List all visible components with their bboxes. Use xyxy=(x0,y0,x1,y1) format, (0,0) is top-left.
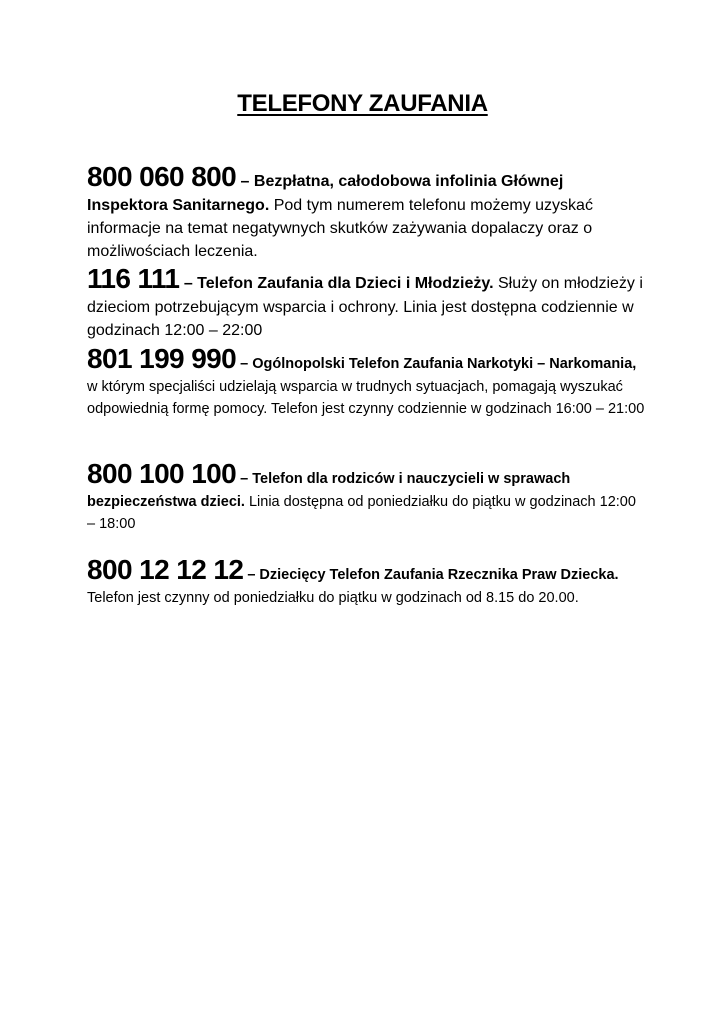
hotline-entry xyxy=(87,342,647,420)
hotline-entry xyxy=(87,457,647,535)
hotline-description: Służy on młodzieży i dzieciom potrzebującym wsparcia i ochrony. Linia jest dostępna codziennie w godzinach 12:00 – 22:00 xyxy=(87,275,643,339)
hotline-entry xyxy=(87,553,647,609)
hotline-heading: – Telefon Zaufania dla Dzieci i Młodzieży. xyxy=(179,275,494,292)
phone-number: 800 12 12 12 xyxy=(87,554,244,585)
hotline-description: Pod tym numerem telefonu możemy uzyskać informacje na temat negatywnych skutków zażywania dopalaczy oraz o możliwościach leczenia. xyxy=(87,197,593,260)
phone-number: 116 111 xyxy=(87,263,180,294)
hotline-description: Linia dostępna od poniedziałku do piątku w godzinach 12:00 – 18:00 xyxy=(87,494,636,532)
hotline-entry xyxy=(87,160,647,263)
hotline-heading: – Bezpłatna, całodobowa infolinia Głównej Inspektora Sanitarnego. xyxy=(87,173,564,214)
phone-number: 801 199 990 xyxy=(87,343,237,374)
hotline-description: w którym specjaliści udzielają wsparcia w trudnych sytuacjach, pomagają wyszukać odpowiednią formę pomocy. Telefon jest czynny codziennie w godzinach 16:00 – 21:00 xyxy=(87,379,645,417)
hotline-description: Telefon jest czynny od poniedziałku do piątku w godzinach od 8.15 do 20.00. xyxy=(87,590,579,606)
hotline-entry xyxy=(87,262,647,342)
phone-number: 800 060 800 xyxy=(87,161,237,192)
page-title: TELEFONY ZAUFANIA xyxy=(237,90,488,117)
hotline-heading: – Ogólnopolski Telefon Zaufania Narkotyki – Narkomania, xyxy=(236,356,637,372)
hotline-heading: – Telefon dla rodziców i nauczycieli w sprawach bezpieczeństwa dzieci. xyxy=(87,471,571,510)
hotline-heading: – Dziecięcy Telefon Zaufania Rzecznika Praw Dziecka. xyxy=(243,567,619,583)
phone-number: 800 100 100 xyxy=(87,458,237,489)
